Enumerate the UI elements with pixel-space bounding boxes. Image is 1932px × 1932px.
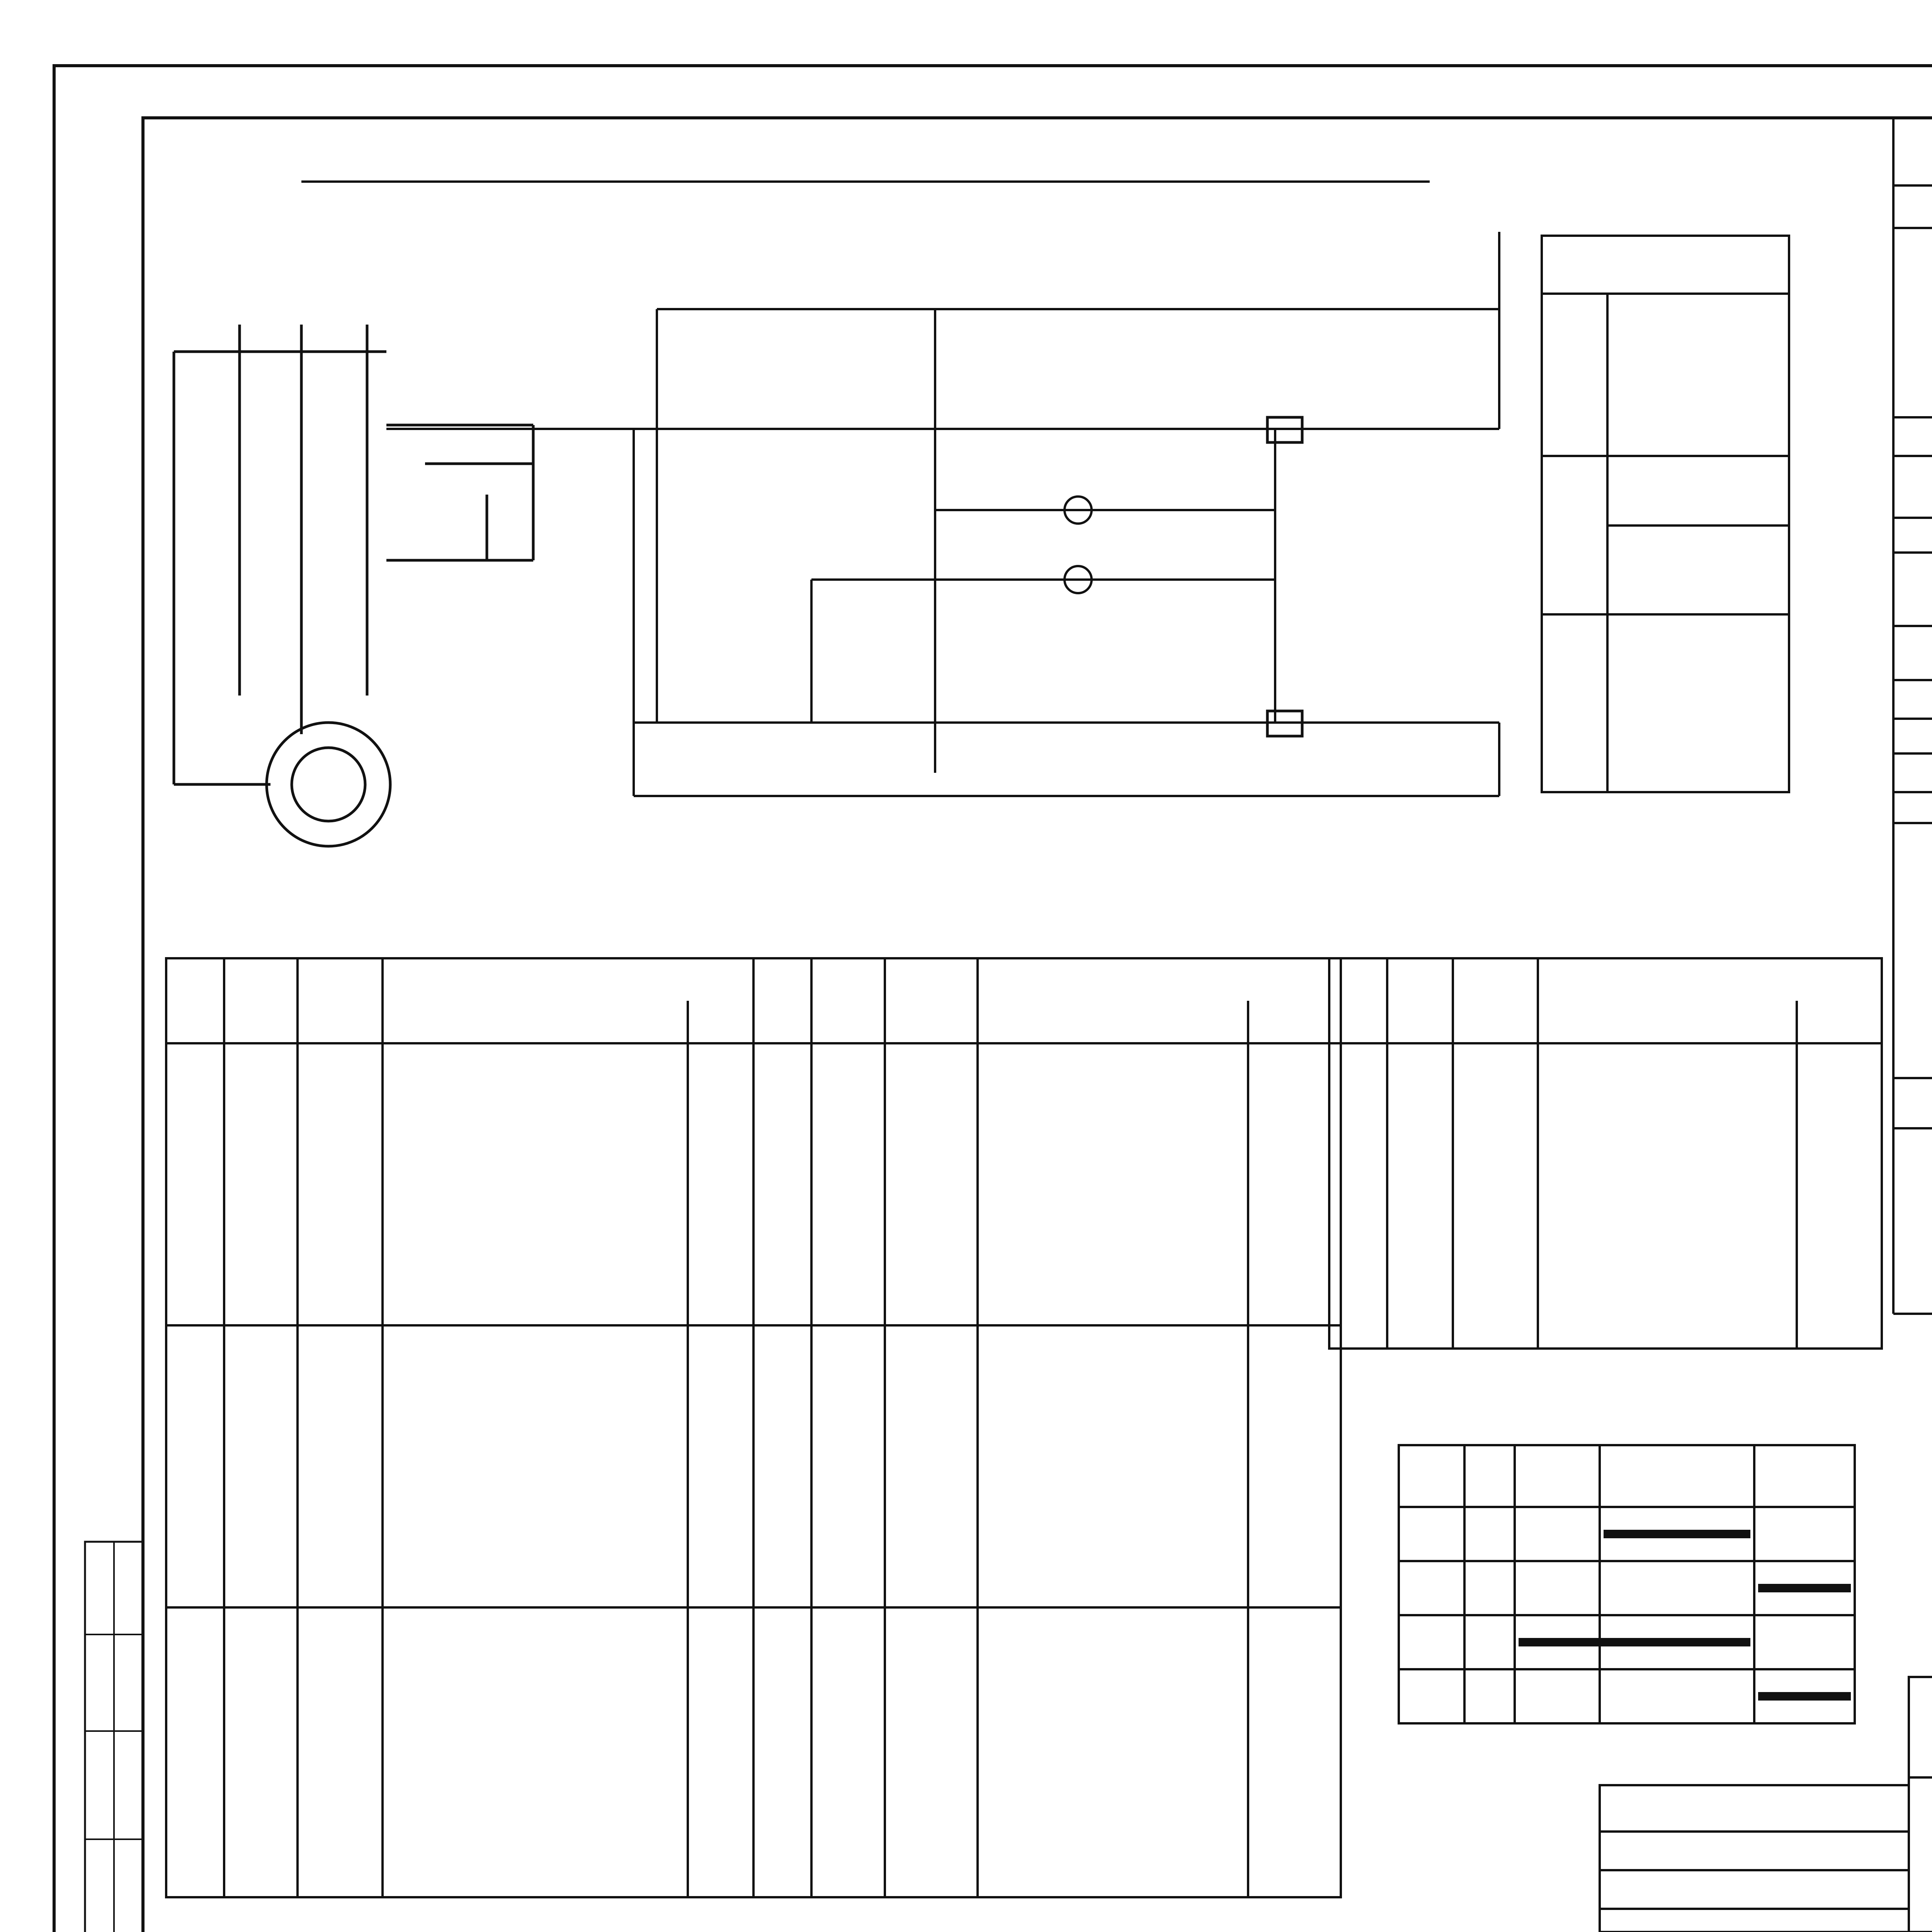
contact-diagram-caption	[1376, 1345, 1886, 1437]
block-table-1-grid	[166, 958, 753, 1897]
legend-row-text	[1615, 462, 1785, 520]
legend-row-text	[1615, 309, 1785, 425]
relay-coils	[1267, 417, 1302, 736]
notes-list	[1909, 1329, 1932, 1561]
drawing-title	[301, 147, 1430, 182]
motor-label	[371, 781, 641, 866]
block-table-2-grid	[753, 958, 1341, 1897]
inventory-label	[1607, 1911, 1762, 1932]
album-label	[97, 340, 131, 502]
legend-row-text	[1615, 531, 1785, 609]
contact-legend-item	[1414, 1731, 1839, 1758]
power-circuit	[174, 325, 533, 784]
legend-header	[1611, 251, 1785, 282]
block-table-3-grid	[1329, 958, 1882, 1349]
spec-table-rows	[1893, 185, 1932, 1314]
contact-legend-item	[1414, 1762, 1839, 1789]
control-circuit	[386, 232, 1499, 796]
bound-label	[1607, 1793, 1901, 1824]
spec-header-pos	[1899, 128, 1932, 182]
legend-row-text	[1615, 626, 1785, 781]
title-block-grid	[1909, 1677, 1932, 1932]
